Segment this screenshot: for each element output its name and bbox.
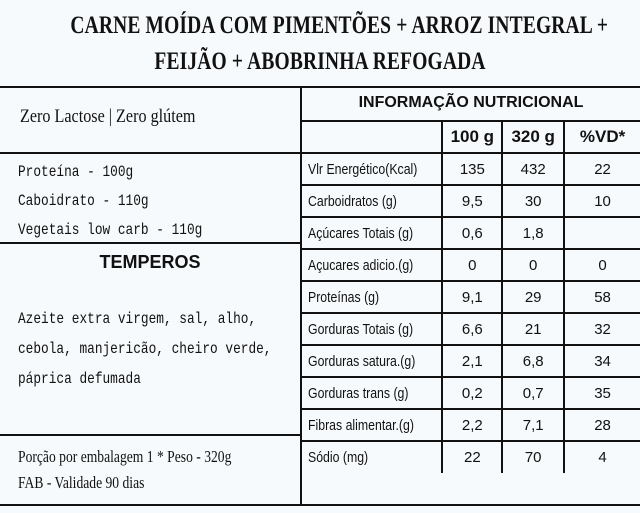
nutrition-heading: INFORMAÇÃO NUTRICIONAL	[358, 94, 584, 111]
macro-carb: Caboidrato - 110g	[18, 192, 149, 210]
table-row	[302, 345, 640, 377]
value-320g: 21	[502, 313, 564, 345]
value-320g: 30	[502, 185, 564, 217]
title-line-2: FEIJÃO + ABOBRINHA REFOGADA	[154, 48, 486, 75]
row-label: Açucares adicio.(g)	[302, 249, 442, 281]
temperos-text	[18, 304, 271, 394]
value-vd: 22	[564, 153, 640, 185]
value-320g: 29	[502, 281, 564, 313]
value-vd: 4	[564, 441, 640, 473]
table-row	[302, 409, 640, 441]
value-320g: 7,1	[502, 409, 564, 441]
value-vd: 0	[564, 249, 640, 281]
value-320g: 6,8	[502, 345, 564, 377]
table-row	[302, 217, 640, 249]
temperos-section	[0, 244, 300, 436]
header-cell-320g: 320 g	[502, 121, 564, 153]
value-100g: 2,1	[442, 345, 502, 377]
table-row	[302, 249, 640, 281]
row-label: Gorduras satura.(g)	[302, 345, 442, 377]
row-label: Gorduras Totais (g)	[302, 313, 442, 345]
macros-list	[18, 158, 202, 245]
value-vd: 32	[564, 313, 640, 345]
header-cell-vd: %VD*	[564, 121, 640, 153]
value-100g: 9,1	[442, 281, 502, 313]
value-vd: 35	[564, 377, 640, 409]
row-label: Proteínas (g)	[302, 281, 442, 313]
value-320g: 0,7	[502, 377, 564, 409]
row-label: Carboidratos (g)	[302, 185, 442, 217]
value-320g: 1,8	[502, 217, 564, 249]
macro-protein: Proteína - 100g	[18, 163, 134, 181]
value-vd: 34	[564, 345, 640, 377]
table-row	[302, 377, 640, 409]
product-info-panel	[0, 86, 300, 506]
dietary-claims: Zero Lactose | Zero glútem	[20, 106, 196, 127]
portion-section	[0, 436, 300, 506]
value-100g: 6,6	[442, 313, 502, 345]
value-vd: 10	[564, 185, 640, 217]
nutrition-table-panel	[300, 86, 640, 506]
value-320g: 432	[502, 153, 564, 185]
temperos-line: cebola, manjericão, cheiro verde,	[18, 340, 272, 358]
header-cell-label	[302, 121, 442, 153]
macros-section	[0, 154, 300, 244]
temperos-line: Azeite extra virgem, sal, alho,	[18, 310, 257, 328]
value-320g: 70	[502, 441, 564, 473]
product-title	[70, 8, 609, 80]
value-320g: 0	[502, 249, 564, 281]
value-vd	[564, 217, 640, 249]
dietary-section	[0, 88, 300, 154]
value-100g: 22	[442, 441, 502, 473]
value-100g: 135	[442, 153, 502, 185]
row-label: Fibras alimentar.(g)	[302, 409, 442, 441]
value-100g: 9,5	[442, 185, 502, 217]
row-label: Gorduras trans (g)	[302, 377, 442, 409]
table-row	[302, 313, 640, 345]
table-row	[302, 281, 640, 313]
value-100g: 0,6	[442, 217, 502, 249]
table-row	[302, 185, 640, 217]
temperos-heading: TEMPEROS	[99, 252, 201, 272]
title-line-1: CARNE MOÍDA COM PIMENTÕES + ARROZ INTEGRAL +	[70, 12, 609, 39]
temperos-line: páprica defumada	[18, 370, 141, 388]
header-cell-100g: 100 g	[442, 121, 502, 153]
portion-weight: Porção por embalagem 1 * Peso - 320g	[18, 447, 232, 466]
portion-info	[18, 444, 231, 496]
row-label: Açúcares Totais (g)	[302, 217, 442, 249]
value-100g: 0,2	[442, 377, 502, 409]
value-vd: 58	[564, 281, 640, 313]
table-header-row	[302, 121, 640, 153]
value-vd: 28	[564, 409, 640, 441]
table-row	[302, 441, 640, 473]
row-label: Vlr Energético(Kcal)	[302, 153, 442, 185]
row-label: Sódio (mg)	[302, 441, 442, 473]
nutrition-table	[302, 120, 640, 473]
value-100g: 0	[442, 249, 502, 281]
value-100g: 2,2	[442, 409, 502, 441]
validity: FAB - Validade 90 dias	[18, 473, 145, 492]
table-row	[302, 153, 640, 185]
macro-vegetables: Vegetais low carb - 110g	[18, 221, 203, 239]
